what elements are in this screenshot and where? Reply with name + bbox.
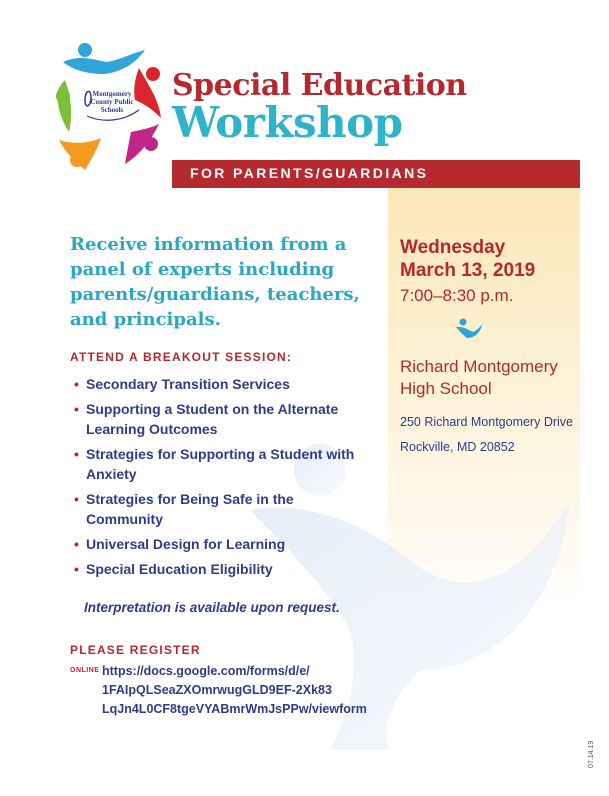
bullet-icon: • xyxy=(74,446,79,462)
event-time: 7:00–8:30 p.m. xyxy=(400,286,514,305)
url-line[interactable]: LqJn4L0CF8tgeVYABmrWmJsPPw/viewform xyxy=(102,702,367,716)
list-item xyxy=(74,374,374,394)
figure-icon xyxy=(455,318,483,340)
bullet-icon: • xyxy=(74,536,79,552)
online-label: ONLINE xyxy=(70,667,100,674)
list-item xyxy=(74,534,374,554)
audience-banner xyxy=(172,160,580,188)
bullet-icon: • xyxy=(74,561,79,577)
list-item xyxy=(74,489,374,529)
breakout-heading: ATTEND A BREAKOUT SESSION: xyxy=(70,350,293,364)
list-item xyxy=(74,444,374,484)
venue-address xyxy=(400,410,573,460)
bullet-icon: • xyxy=(74,491,79,507)
venue-line: High School xyxy=(400,379,492,398)
list-item xyxy=(74,399,374,439)
session-label: Strategies for Supporting a Student with Anxiety xyxy=(86,446,355,482)
url-line[interactable]: https://docs.google.com/forms/d/e/ xyxy=(102,664,310,678)
logo-text-line1: Montgomery xyxy=(92,90,132,98)
bullet-icon: • xyxy=(74,376,79,392)
session-label: Universal Design for Learning xyxy=(86,536,286,552)
url-line[interactable]: 1FAIpQLSeaZXOmrwugGLD9EF-2Xk83 xyxy=(102,683,332,697)
logo-text-line3: Schools xyxy=(100,106,124,114)
session-label: Secondary Transition Services xyxy=(86,376,290,392)
register-heading: PLEASE REGISTER xyxy=(70,643,201,657)
session-label: Special Education Eligibility xyxy=(86,561,273,577)
address-line: 250 Richard Montgomery Drive xyxy=(400,415,573,429)
session-label: Strategies for Being Safe in the Community xyxy=(86,491,294,527)
event-day: Wednesday xyxy=(400,237,506,258)
document-code: 07.14.19 xyxy=(588,740,595,768)
mcps-logo-icon xyxy=(55,40,167,172)
venue-line: Richard Montgomery xyxy=(400,357,558,376)
title-special-education: Special Education xyxy=(172,68,467,103)
event-date: March 13, 2019 xyxy=(400,260,536,281)
session-list xyxy=(74,374,374,584)
list-item xyxy=(74,559,374,579)
bullet-icon: • xyxy=(74,401,79,417)
interpretation-note: Interpretation is available upon request. xyxy=(84,600,340,615)
registration-link[interactable] xyxy=(102,662,402,719)
intro-text: Receive information from a panel of experts including parents/guardians, teachers, and principals. xyxy=(70,234,360,330)
venue-name xyxy=(400,356,558,400)
title-workshop: Workshop xyxy=(172,98,403,147)
logo-text-line2: County Public xyxy=(90,98,134,106)
session-label: Supporting a Student on the Alternate Learning Outcomes xyxy=(86,401,339,437)
address-line: Rockville, MD 20852 xyxy=(400,440,515,454)
audience-banner-text: FOR PARENTS/GUARDIANS xyxy=(190,165,429,181)
